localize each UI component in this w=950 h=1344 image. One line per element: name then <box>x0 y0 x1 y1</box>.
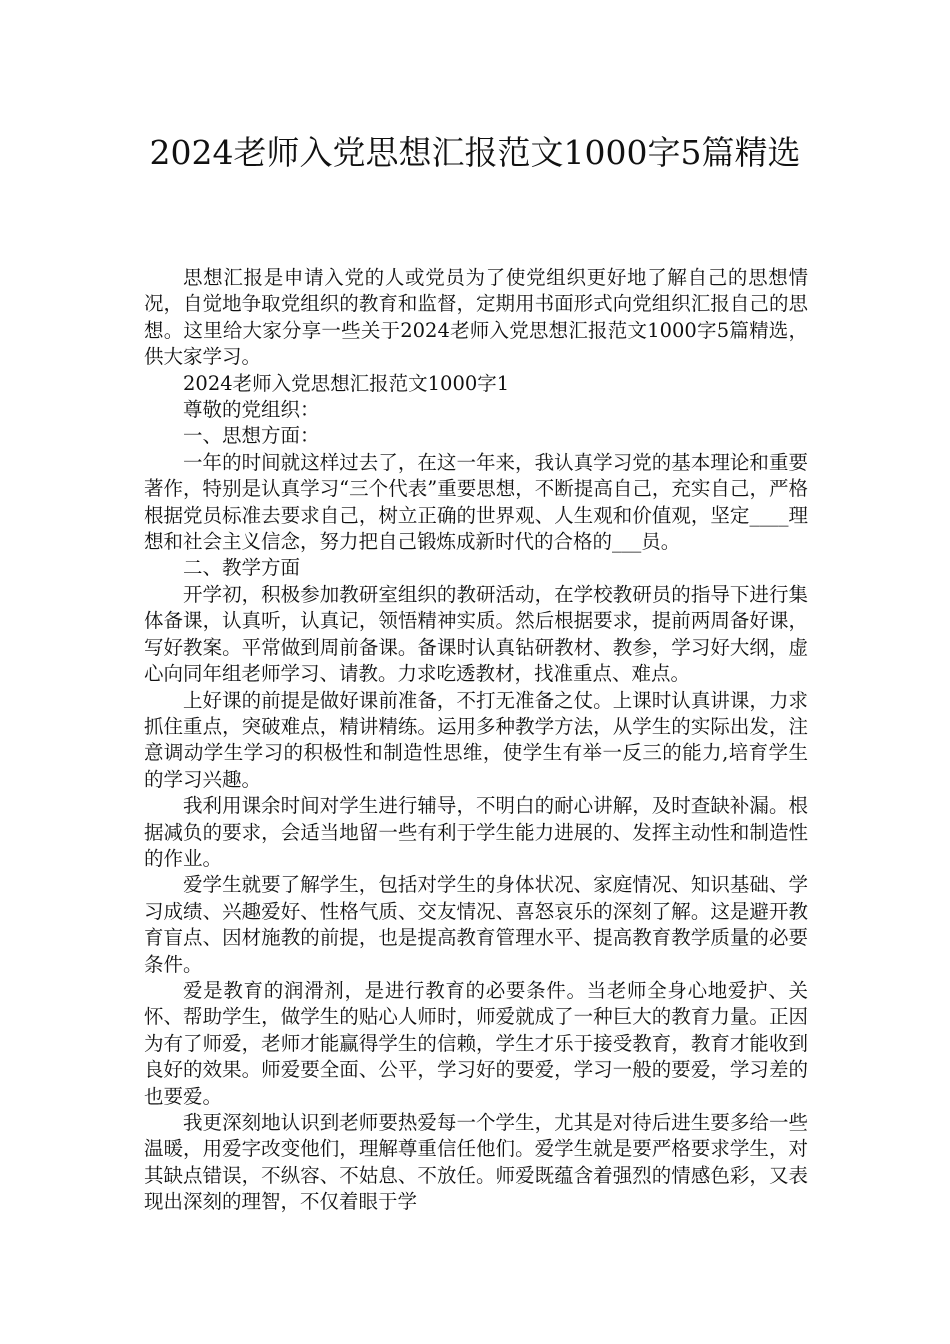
document-title: 2024老师入党思想汇报范文1000字5篇精选 <box>149 133 801 172</box>
body-paragraph: 我更深刻地认识到老师要热爱每一个学生，尤其是对待后进生要多给一些温暖，用爱字改变他们，理解尊重信任他们。爱学生就是要严格要求学生，对其缺点错误，不纵容、不姑息、不放任。师爱既蕴含着强烈的情感色彩，又表现出深刻的理智，不仅着眼于学 <box>144 1111 808 1214</box>
section-heading: 2024老师入党思想汇报范文1000字1 <box>183 371 510 395</box>
intro-paragraph: 思想汇报是申请入党的人或党员为了使党组织更好地了解自己的思想情况，自觉地争取党组织的教育和监督，定期用书面形式向党组织汇报自己的思想。这里给大家分享一些关于2024老师入党思想汇报范文1000字5篇精选，供大家学习。 <box>144 266 808 369</box>
body-paragraph: 一年的时间就这样过去了，在这一年来，我认真学习党的基本理论和重要著作，特别是认真学习“三个代表”重要思想，不断提高自己，充实自己，严格根据党员标准去要求自己，树立正确的世界观、人生观和价值观，坚定____理想和社会主义信念，努力把自己锻炼成新时代的合格的___员。 <box>144 450 808 554</box>
body-paragraph: 爱是教育的润滑剂，是进行教育的必要条件。当老师全身心地爱护、关怀、帮助学生，做学生的贴心人师时，师爱就成了一种巨大的教育力量。正因为有了师爱，老师才能赢得学生的信赖，学生才乐于接受教育，教育才能收到良好的效果。师爱要全面、公平，学习好的要爱，学习一般的要爱，学习差的也要爱。 <box>144 978 808 1108</box>
subheading-thought: 一、思想方面： <box>183 424 320 448</box>
body-paragraph: 我利用课余时间对学生进行辅导，不明白的耐心讲解，及时查缺补漏。根据减负的要求，会适当地留一些有利于学生能力进展的、发挥主动性和制造性的作业。 <box>144 794 808 870</box>
subheading-teaching: 二、教学方面 <box>183 556 301 580</box>
body-paragraph: 开学初，积极参加教研室组织的教研活动，在学校教研员的指导下进行集体备课，认真听，认真记，领悟精神实质。然后根据要求，提前两周备好课，写好教案。平常做到周前备课。备课时认真钻研教材、教参，学习好大纲，虚心向同年组老师学习、请教。力求吃透教材，找准重点、难点。 <box>144 582 808 686</box>
body-paragraph: 上好课的前提是做好课前准备，不打无准备之仗。上课时认真讲课，力求抓住重点，突破难点，精讲精练。运用多种教学方法，从学生的实际出发，注意调动学生学习的积极性和制造性思维，使学生有举一反三的能力,培育学生的学习兴趣。 <box>144 688 808 791</box>
body-paragraph: 爱学生就要了解学生，包括对学生的身体状况、家庭情况、知识基础、学习成绩、兴趣爱好、性格气质、交友情况、喜怒哀乐的深刻了解。这是避开教育盲点、因材施教的前提，也是提高教育管理水平、提高教育教学质量的必要条件。 <box>144 873 808 976</box>
salutation: 尊敬的党组织： <box>183 398 320 422</box>
document-body <box>144 265 808 1216</box>
